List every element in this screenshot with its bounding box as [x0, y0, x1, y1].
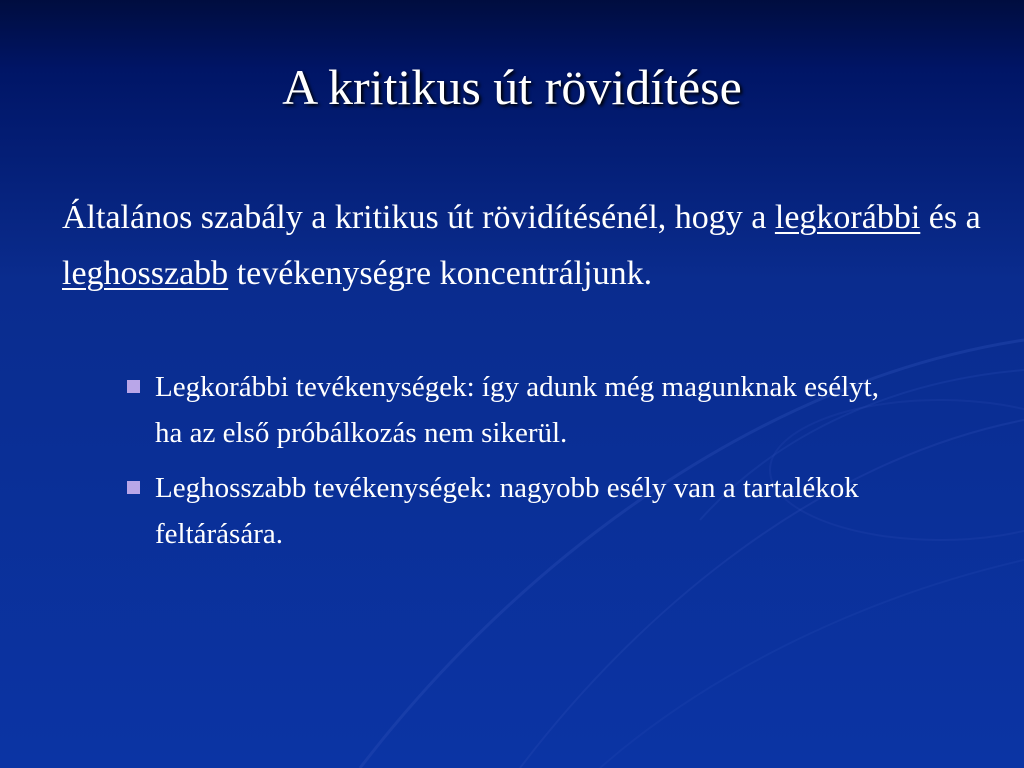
square-bullet-icon [127, 481, 140, 494]
bullet-text: Legkorábbi tevékenységek: így adunk még magunknak esélyt, ha az első próbálkozás nem sikerül. [155, 371, 879, 449]
bullet-list [124, 364, 904, 566]
intro-paragraph [62, 190, 982, 302]
intro-underlined-leghosszabb: leghosszabb [62, 255, 229, 292]
square-bullet-icon [127, 380, 140, 393]
slide-title: A kritikus út rövidítése [282, 59, 742, 115]
intro-underlined-legkorabbi: legkorábbi [774, 199, 921, 236]
intro-text-part2: és a [920, 199, 981, 236]
bullet-item-legkorabbi [124, 364, 904, 456]
intro-text-part1: Általános szabály a kritikus út rövidítésénél, hogy a [62, 199, 775, 236]
intro-text-part3: tevékenységre koncentráljunk. [228, 255, 653, 292]
bullet-item-leghosszabb [124, 465, 904, 557]
bullet-text: Leghosszabb tevékenységek: nagyobb esély van a tartalékok feltárására. [155, 472, 859, 550]
